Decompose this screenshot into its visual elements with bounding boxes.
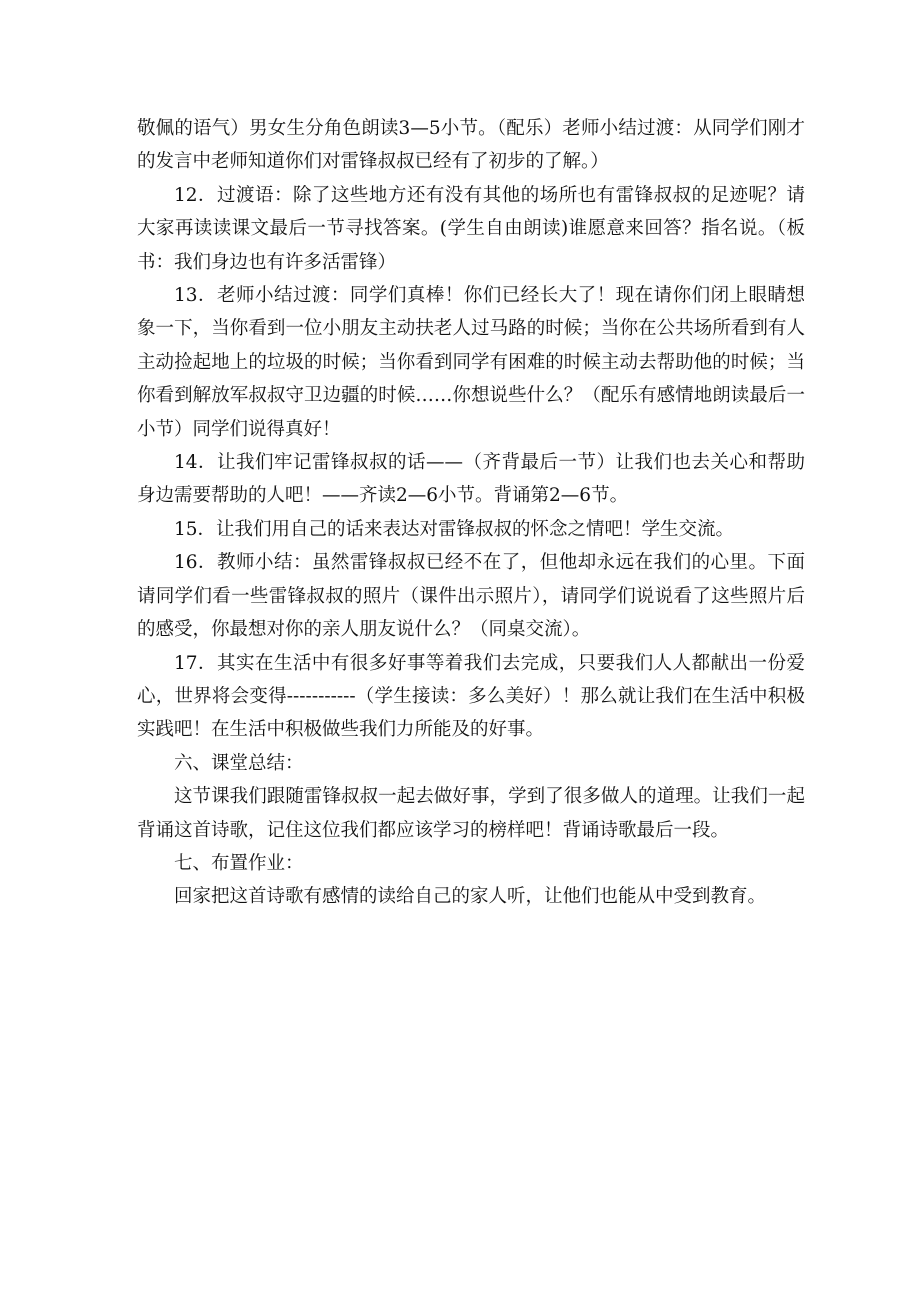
- section-heading-homework: 七、布置作业：: [174, 852, 304, 874]
- paragraph-homework: 回家把这首诗歌有感情的读给自己的家人听，让他们也能从中受到教育。: [174, 886, 767, 908]
- paragraph-step-17: 17．其实在生活中有很多好事等着我们去完成，只要我们人人都献出一份爱心，世界将会变得-----------（学生接读：多么美好）！那么就让我们在生活中积极实践吧！在生活中积极做些我们力所能及的好事。: [137, 652, 805, 741]
- paragraph-step-13: 13．老师小结过渡：同学们真棒！你们已经长大了！现在请你们闭上眼睛想象一下，当你看到一位小朋友主动扶老人过马路的时候；当你在公共场所看到有人主动捡起地上的垃圾的时候；当你看到同学有困难的时候主动去帮助他的时候；当你看到解放军叔叔守卫边疆的时候……你想说些什么？（配乐有感情地朗读最后一小节）同学们说得真好！: [137, 285, 805, 440]
- paragraph-step-14: 14．让我们牢记雷锋叔叔的话——（齐背最后一节）让我们也去关心和帮助身边需要帮助的人吧！——齐读2—6小节。背诵第2—6节。: [137, 452, 805, 507]
- paragraph-step-16: 16．教师小结：虽然雷锋叔叔已经不在了，但他却永远在我们的心里。下面请同学们看一些雷锋叔叔的照片（课件出示照片），请同学们说说看了这些照片后的感受，你最想对你的亲人朋友说什么？（同桌交流）。: [137, 552, 805, 641]
- paragraph-continued: 敬佩的语气）男女生分角色朗读3—5小节。（配乐）老师小结过渡：从同学们刚才的发言中老师知道你们对雷锋叔叔已经有了初步的了解。）: [137, 118, 805, 173]
- paragraph-step-12: 12．过渡语：除了这些地方还有没有其他的场所也有雷锋叔叔的足迹呢？请大家再读读课文最后一节寻找答案。(学生自由朗读)谁愿意来回答？指名说。（板书：我们身边也有许多活雷锋）: [137, 184, 805, 273]
- paragraph-summary: 这节课我们跟随雷锋叔叔一起去做好事，学到了很多做人的道理。让我们一起背诵这首诗歌，记住这位我们都应该学习的榜样吧！背诵诗歌最后一段。: [137, 786, 805, 841]
- section-heading-summary: 六、课堂总结：: [174, 752, 304, 774]
- paragraph-step-15: 15．让我们用自己的话来表达对雷锋叔叔的怀念之情吧！学生交流。: [174, 518, 735, 540]
- document-body: [137, 112, 805, 914]
